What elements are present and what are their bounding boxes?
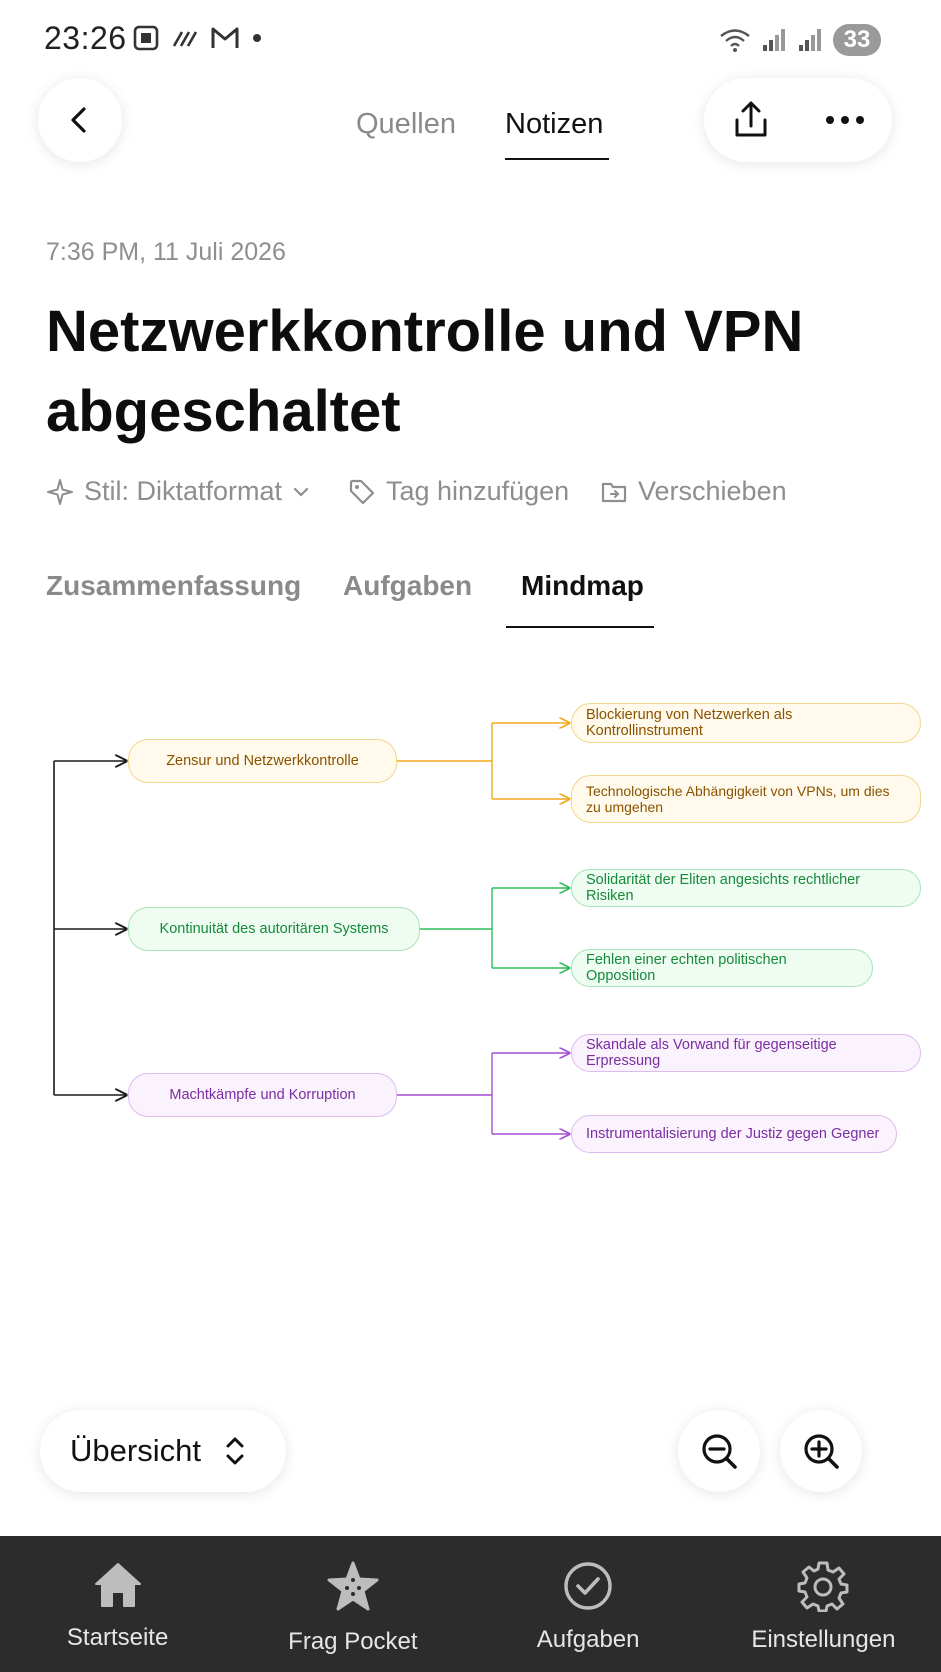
mindmap-node-machtkaempfe[interactable]: Machtkämpfe und Korruption [128,1073,397,1117]
move-label: Verschieben [638,476,787,506]
style-label: Stil: Diktatformat [84,476,283,506]
chevron-down-icon [292,483,310,501]
overview-label: Übersicht [70,1433,201,1468]
tab-aufgaben[interactable]: Aufgaben [343,570,473,601]
tab-zusammenfassung[interactable]: Zusammenfassung [46,570,302,601]
dot-icon [252,33,262,43]
more-button[interactable] [798,115,892,125]
zoom-in-button[interactable] [780,1410,862,1492]
back-arrow-icon [65,105,95,135]
style-selector[interactable] [46,476,310,507]
tab-mindmap[interactable]: Mindmap [521,570,644,601]
mindmap-node-skandale[interactable]: Skandale als Vorwand für gegenseitige Erpressung [571,1034,921,1072]
battery-icon: 33 [833,24,881,56]
nav-label-einstellungen: Einstellungen [751,1626,896,1653]
tag-icon [348,478,376,506]
starfish-icon [325,1560,381,1614]
purple-connector [397,1053,492,1134]
mindmap-node-solidaritaet[interactable]: Solidarität der Eliten angesichts rechtlicher Risiken [571,869,921,907]
zoom-out-button[interactable] [678,1410,760,1492]
check-circle-icon [562,1560,614,1612]
nav-aufgaben[interactable] [471,1536,706,1654]
share-icon [731,100,771,140]
cell-signal-icon [761,27,787,53]
mindmap-node-kontinuitaet[interactable]: Kontinuität des autoritären Systems [128,907,420,951]
mindmap-canvas[interactable] [0,680,941,1200]
folder-move-icon [600,478,628,506]
orange-connector [397,723,492,799]
tag-label: Tag hinzufügen [386,476,570,506]
mindmap-node-opposition[interactable]: Fehlen einer echten politischen Opposition [571,949,873,987]
move-button[interactable] [600,476,787,507]
zoom-out-icon [699,1431,739,1471]
status-left-icons [132,24,262,52]
add-tag-button[interactable] [348,476,569,507]
signal-lines-icon [172,26,198,50]
nav-einstellungen[interactable] [706,1536,941,1654]
nav-label-frag-pocket: Frag Pocket [288,1628,418,1655]
wifi-icon [719,27,751,53]
green-connector [420,888,492,968]
status-time: 23:26 [44,20,127,56]
mindmap-node-blockierung[interactable]: Blockierung von Netzwerken als Kontrollinstrument [571,703,921,743]
tab-notizen-underline [505,158,609,160]
nav-label-aufgaben: Aufgaben [536,1626,640,1653]
zoom-in-icon [801,1431,841,1471]
header-actions [704,78,892,162]
screenshot-icon [132,24,160,52]
back-button[interactable] [38,78,122,162]
nav-startseite[interactable] [0,1536,235,1652]
bottom-navigation [0,1536,941,1672]
mindmap-node-zensur[interactable]: Zensur und Netzwerkkontrolle [128,739,397,783]
nav-frag-pocket[interactable] [235,1536,470,1656]
gear-icon [797,1560,849,1612]
more-dots-icon [825,115,865,125]
status-right-icons [719,24,881,56]
cell-signal-roaming-icon [797,27,823,53]
mindmap-node-vpn-abhaengigkeit[interactable]: Technologische Abhängigkeit von VPNs, um dies zu umgehen [571,775,921,823]
nav-label-startseite: Startseite [66,1624,169,1651]
updown-chevron-icon [223,1434,247,1468]
tab-quellen[interactable]: Quellen [356,108,456,140]
note-date: 7:36 PM, 11 Juli 2026 [46,238,286,266]
share-button[interactable] [704,100,798,140]
tab-mindmap-underline [506,626,654,628]
gmail-icon [210,26,240,50]
mindmap-node-justiz[interactable]: Instrumentalisierung der Justiz gegen Gegner [571,1115,897,1153]
note-title: Netzwerkkontrolle und VPN abgeschaltet [46,299,804,444]
home-icon [92,1560,144,1610]
sparkle-icon [46,478,74,506]
tab-notizen[interactable]: Notizen [505,108,604,140]
overview-selector[interactable] [40,1410,286,1492]
